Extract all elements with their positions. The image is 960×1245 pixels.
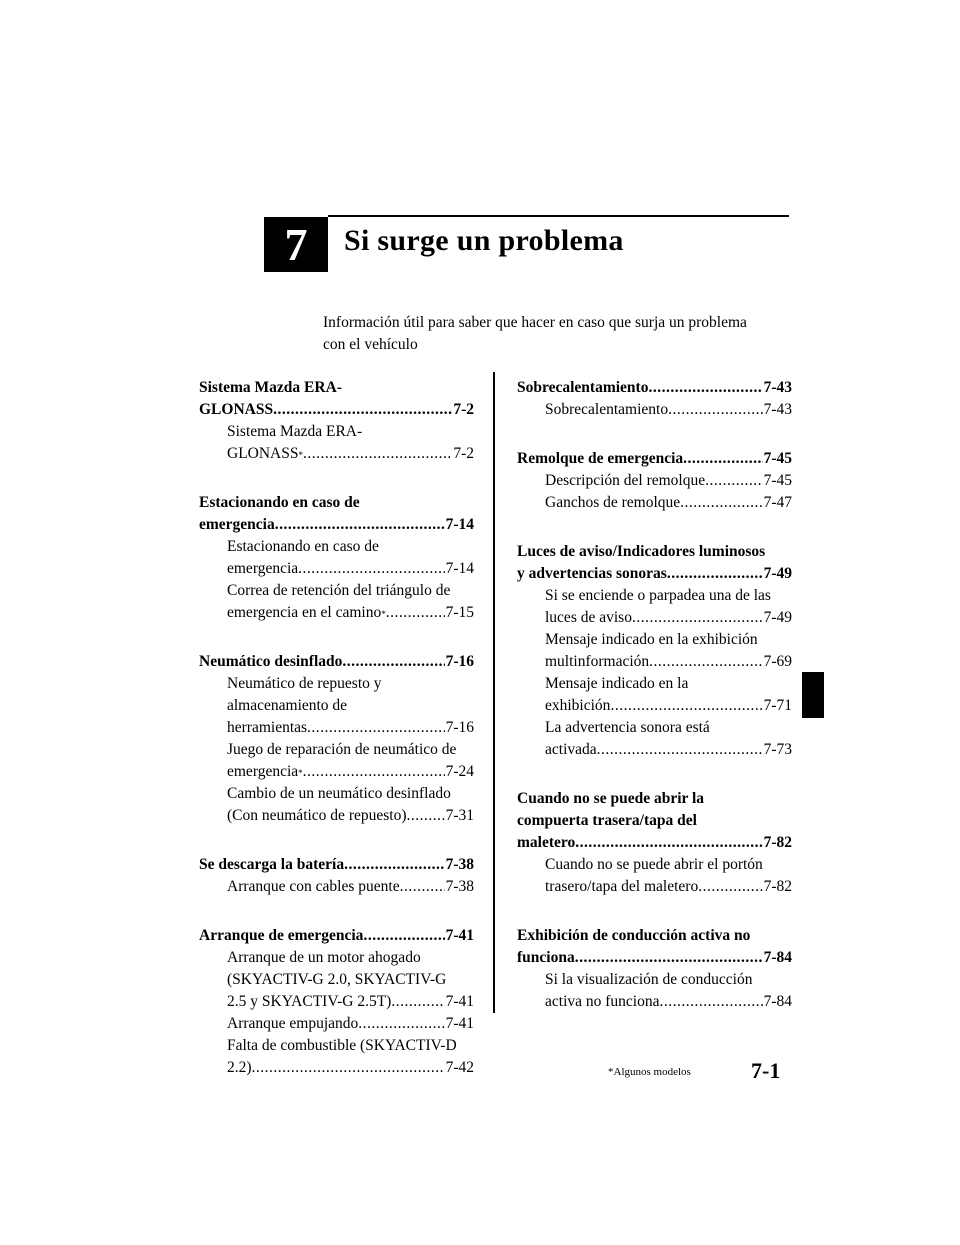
toc-section xyxy=(517,788,792,898)
toc-section xyxy=(199,377,474,465)
entry-line: almacenamiento de xyxy=(227,697,348,714)
page-ref[interactable]: 7-45 xyxy=(763,450,792,467)
page-ref[interactable]: 7-38 xyxy=(445,856,474,873)
toc-entry[interactable] xyxy=(517,854,792,898)
toc-section-heading[interactable] xyxy=(517,541,792,585)
entry-line: Neumático de repuesto y xyxy=(227,675,382,692)
toc-section-heading[interactable] xyxy=(517,377,792,399)
dotted-leader-line xyxy=(227,558,474,580)
page-ref[interactable]: 7-24 xyxy=(445,763,474,780)
toc-entry[interactable] xyxy=(199,783,474,827)
entry-text: 2.5 y SKYACTIV-G 2.5T) xyxy=(227,993,392,1010)
page-ref[interactable]: 7-41 xyxy=(445,927,474,944)
page-ref[interactable]: 7-49 xyxy=(763,609,792,626)
entry-text: 2.2) xyxy=(227,1059,252,1076)
page-ref[interactable]: 7-84 xyxy=(763,949,792,966)
page-ref[interactable]: 7-43 xyxy=(763,379,792,396)
toc-entry[interactable] xyxy=(517,470,792,492)
dot-leader xyxy=(391,991,444,1013)
dotted-leader-line xyxy=(517,947,792,969)
entry-text: Arranque de emergencia xyxy=(199,927,364,944)
page-ref[interactable]: 7-15 xyxy=(445,604,474,621)
dotted-leader-line: emergencia * ..... 7-24 xyxy=(227,761,474,783)
entry-text: herramientas xyxy=(227,719,308,736)
heading-line: Luces de aviso/Indicadores luminosos xyxy=(517,543,766,560)
dotted-leader-line xyxy=(227,717,474,739)
dotted-leader-line xyxy=(545,607,792,629)
toc-section xyxy=(517,925,792,1013)
entry-text: emergencia xyxy=(227,560,299,577)
dot-leader xyxy=(307,717,445,739)
dotted-leader-line xyxy=(545,651,792,673)
entry-text: Ganchos de remolque xyxy=(545,494,681,511)
dot-leader xyxy=(575,832,762,854)
dotted-leader-line xyxy=(199,925,474,947)
toc-section xyxy=(199,492,474,624)
toc-section-heading[interactable] xyxy=(199,377,474,421)
entry-text: multinformación xyxy=(545,653,650,670)
entry-line: Mensaje indicado en la xyxy=(545,675,689,692)
page-ref[interactable]: 7-43 xyxy=(763,401,792,418)
dotted-leader-line xyxy=(545,492,792,514)
dotted-leader-line xyxy=(199,399,474,421)
page-ref[interactable]: 7-47 xyxy=(763,494,792,511)
intro-line: con el vehículo xyxy=(323,336,418,353)
dot-leader xyxy=(597,739,763,761)
page-ref[interactable]: 7-38 xyxy=(445,878,474,895)
dot-leader xyxy=(358,1013,444,1035)
column-divider xyxy=(493,372,495,1013)
dot-leader xyxy=(683,448,762,470)
dotted-leader-line xyxy=(517,377,792,399)
toc-section xyxy=(517,377,792,421)
page-number: 7-1 xyxy=(751,1058,781,1083)
page-ref[interactable]: 7-31 xyxy=(445,807,474,824)
entry-text: Remolque de emergencia xyxy=(517,450,684,467)
footnote-some-models: *Algunos modelos xyxy=(608,1066,691,1078)
toc-section-heading[interactable] xyxy=(199,492,474,536)
heading-line: compuerta trasera/tapa del xyxy=(517,812,697,829)
dot-leader xyxy=(680,492,762,514)
dot-leader xyxy=(575,947,763,969)
dot-leader xyxy=(632,607,763,629)
page-ref[interactable]: 7-82 xyxy=(763,878,792,895)
dot-leader xyxy=(667,563,763,585)
toc-section-heading[interactable] xyxy=(199,651,474,673)
toc-section xyxy=(199,651,474,827)
page-ref[interactable]: 7-73 xyxy=(763,741,792,758)
entry-text: activada xyxy=(545,741,597,758)
page-ref[interactable]: 7-84 xyxy=(763,993,792,1010)
toc-entry[interactable] xyxy=(199,739,474,783)
toc-entry[interactable] xyxy=(517,673,792,717)
toc-section xyxy=(199,854,474,898)
toc-entry[interactable] xyxy=(517,492,792,514)
page-ref[interactable]: 7-16 xyxy=(445,653,474,670)
entry-text: Se descarga la batería xyxy=(199,856,345,873)
heading-line: Cuando no se puede abrir la xyxy=(517,790,705,807)
page-ref[interactable]: 7-42 xyxy=(445,1059,474,1076)
page-ref[interactable]: 7-16 xyxy=(445,719,474,736)
dot-leader xyxy=(342,651,444,673)
page-ref[interactable]: 7-2 xyxy=(453,401,474,418)
toc-entry[interactable] xyxy=(517,717,792,761)
entry-text: funciona xyxy=(517,949,575,966)
toc-entry[interactable] xyxy=(199,1013,474,1035)
toc-entry[interactable] xyxy=(199,673,474,739)
dotted-leader-line xyxy=(227,805,474,827)
chapter-header-rule xyxy=(328,215,789,217)
dot-leader xyxy=(698,876,762,898)
entry-line: Sistema Mazda ERA- xyxy=(227,423,363,440)
heading-line: Estacionando en caso de xyxy=(199,494,360,511)
toc-entry[interactable] xyxy=(199,580,474,624)
entry-line: Falta de combustible (SKYACTIV-D xyxy=(227,1037,457,1054)
toc-entry[interactable] xyxy=(199,947,474,1013)
dotted-leader-line xyxy=(517,448,792,470)
dot-leader xyxy=(400,876,445,898)
dotted-leader-line: emergencia en el camino * ..... 7-15 xyxy=(227,602,474,624)
dotted-leader-line xyxy=(227,1057,474,1079)
entry-line: Si la visualización de conducción xyxy=(545,971,753,988)
dot-leader xyxy=(252,1057,445,1079)
toc-section xyxy=(199,925,474,1079)
intro-line: Información útil para saber que hacer en caso que surja un problema xyxy=(323,314,747,331)
dotted-leader-line xyxy=(227,876,474,898)
toc-entry[interactable] xyxy=(517,969,792,1013)
dotted-leader-line xyxy=(199,854,474,876)
page-ref[interactable]: 7-45 xyxy=(763,472,792,489)
page-ref[interactable]: 7-49 xyxy=(763,565,792,582)
entry-line: Mensaje indicado en la exhibición xyxy=(545,631,758,648)
dot-leader xyxy=(275,514,445,536)
dotted-leader-line xyxy=(545,399,792,421)
dot-leader xyxy=(610,695,762,717)
entry-text: GLONASS xyxy=(227,445,299,462)
dot-leader xyxy=(648,377,762,399)
toc-section-heading[interactable] xyxy=(517,788,792,854)
toc-entry[interactable] xyxy=(517,629,792,673)
chapter-intro xyxy=(323,312,783,356)
toc-entry[interactable] xyxy=(199,421,474,465)
dotted-leader-line xyxy=(227,991,474,1013)
entry-text: Neumático desinflado xyxy=(199,653,343,670)
dotted-leader-line: GLONASS * ..... 7-2 xyxy=(227,443,474,465)
dot-leader xyxy=(344,854,445,876)
dot-leader xyxy=(668,399,762,421)
entry-text: Sobrecalentamiento xyxy=(517,379,649,396)
entry-text: emergencia xyxy=(199,516,275,533)
entry-text: activa no funciona xyxy=(545,993,660,1010)
toc-section-heading[interactable] xyxy=(517,925,792,969)
entry-line: Cambio de un neumático desinflado xyxy=(227,785,451,802)
dot-leader xyxy=(303,443,452,465)
page-ref[interactable]: 7-14 xyxy=(445,516,474,533)
entry-text: emergencia en el camino xyxy=(227,604,382,621)
dot-leader xyxy=(363,925,444,947)
page-ref[interactable]: 7-41 xyxy=(445,993,474,1010)
toc-entry[interactable] xyxy=(517,585,792,629)
chapter-title: Si surge un problema xyxy=(344,224,624,257)
dot-leader xyxy=(386,602,445,624)
page-ref[interactable]: 7-82 xyxy=(763,834,792,851)
dot-leader xyxy=(649,651,762,673)
entry-line: Si se enciende o parpadea una de las xyxy=(545,587,771,604)
dot-leader xyxy=(303,761,445,783)
dot-leader xyxy=(273,399,452,421)
page-ref[interactable]: 7-69 xyxy=(763,653,792,670)
entry-line: Estacionando en caso de xyxy=(227,538,379,555)
toc-entry[interactable] xyxy=(199,536,474,580)
dotted-leader-line xyxy=(545,695,792,717)
dotted-leader-line xyxy=(227,1013,474,1035)
dotted-leader-line xyxy=(517,563,792,585)
entry-line: Cuando no se puede abrir el portón xyxy=(545,856,763,873)
dot-leader xyxy=(659,991,762,1013)
entry-text: exhibición xyxy=(545,697,611,714)
entry-text: trasero/tapa del maletero xyxy=(545,878,699,895)
toc-section xyxy=(517,448,792,514)
toc-entry[interactable] xyxy=(517,399,792,421)
dot-leader xyxy=(298,558,444,580)
entry-text: Sobrecalentamiento xyxy=(545,401,669,418)
entry-text: emergencia xyxy=(227,763,299,780)
entry-line: Correa de retención del triángulo de xyxy=(227,582,451,599)
toc-entry[interactable] xyxy=(199,1035,474,1079)
heading-line: Sistema Mazda ERA- xyxy=(199,379,342,396)
page-ref[interactable]: 7-71 xyxy=(763,697,792,714)
chapter-thumb-tab xyxy=(802,672,824,718)
entry-text: Arranque empujando xyxy=(227,1015,359,1032)
entry-line: Juego de reparación de neumático de xyxy=(227,741,457,758)
toc-section-heading[interactable] xyxy=(199,854,474,876)
toc-left-column xyxy=(199,377,474,1106)
toc-section-heading[interactable] xyxy=(517,448,792,470)
entry-line: Arranque de un motor ahogado xyxy=(227,949,421,966)
entry-text: Arranque con cables puente xyxy=(227,878,400,895)
dotted-leader-line xyxy=(545,876,792,898)
entry-line: (SKYACTIV-G 2.0, SKYACTIV-G xyxy=(227,971,447,988)
entry-text: y advertencias sonoras xyxy=(517,565,667,582)
page-ref[interactable]: 7-2 xyxy=(453,445,474,462)
entry-text: GLONASS xyxy=(199,401,274,418)
entry-text: luces de aviso xyxy=(545,609,632,626)
chapter-number: 7 xyxy=(284,219,308,270)
toc-right-column xyxy=(517,377,792,1040)
entry-text: Descripción del remolque xyxy=(545,472,706,489)
dotted-leader-line xyxy=(545,739,792,761)
entry-text: (Con neumático de repuesto) xyxy=(227,807,407,824)
chapter-number-box xyxy=(264,217,328,272)
dotted-leader-line xyxy=(545,991,792,1013)
entry-text: maletero xyxy=(517,834,576,851)
toc-entry[interactable] xyxy=(199,876,474,898)
dotted-leader-line xyxy=(199,651,474,673)
heading-line: Exhibición de conducción activa no xyxy=(517,927,751,944)
toc-section xyxy=(517,541,792,761)
dot-leader xyxy=(705,470,762,492)
page-ref[interactable]: 7-14 xyxy=(445,560,474,577)
toc-section-heading[interactable] xyxy=(199,925,474,947)
dot-leader xyxy=(406,805,444,827)
dotted-leader-line xyxy=(517,832,792,854)
dotted-leader-line xyxy=(545,470,792,492)
entry-line: La advertencia sonora está xyxy=(545,719,710,736)
dotted-leader-line xyxy=(199,514,474,536)
page-ref[interactable]: 7-41 xyxy=(445,1015,474,1032)
